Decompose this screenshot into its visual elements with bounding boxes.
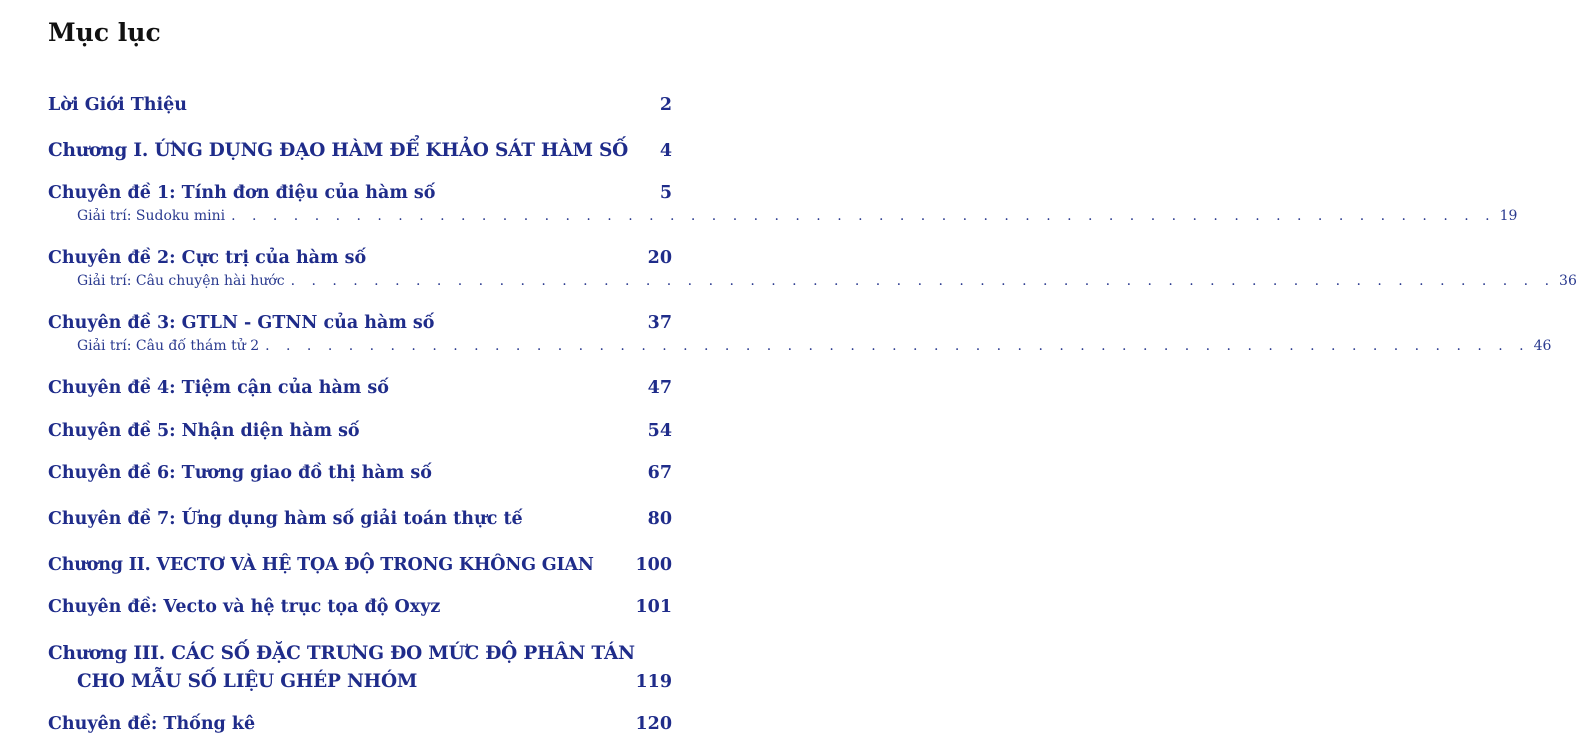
toc-subentry-riddle[interactable] [77,338,1552,354]
toc-entry-label: Chuyên đề 1: Tính đơn điệu của hàm số [48,183,436,203]
toc-entry-label: Lời Giới Thiệu [48,95,187,115]
toc-entry-topic-1[interactable] [48,183,672,203]
toc-entry-topic-4[interactable] [48,378,672,398]
toc-entry-label: Chuyên đề 6: Tương giao đồ thị hàm số [48,463,432,483]
toc-entry-label: CHO MẪU SỐ LIỆU GHÉP NHÓM [77,671,418,692]
toc-page-number: 120 [635,714,672,734]
toc-leader-dots: . . . . . . . . . . . . . . . . . . . . . . . . . . . . . . . . . . . . . . . . . . . . . . . . . . . . . . . . . . . . . [231,208,1496,224]
toc-page-number: 80 [647,509,672,529]
toc-page-number: 67 [647,463,672,483]
page-title: Mục lục [48,18,161,47]
toc-chapter-3[interactable] [48,643,672,664]
toc-page-number: 47 [647,378,672,398]
toc-page-number: 19 [1499,208,1518,224]
toc-entry-label: Giải trí: Câu chuyện hài hước [77,273,285,289]
toc-leader-dots: . . . . . . . . . . . . . . . . . . . . . . . . . . . . . . . . . . . . . . . . . . . . . . . . . . . . . . . . . . . . . [265,338,1530,354]
toc-page-number: 54 [647,421,672,441]
toc-chapter-3-continued[interactable] [77,671,672,692]
toc-page-number: 20 [647,248,672,268]
toc-entry-label: Chuyên đề: Vecto và hệ trục tọa độ Oxyz [48,597,441,617]
toc-entry-label: Chuyên đề 4: Tiệm cận của hàm số [48,378,389,398]
toc-entry-label: Chuyên đề 7: Ứng dụng hàm số giải toán thực tế [48,509,523,529]
toc-page-number: 5 [659,183,672,203]
toc-leader-dots: . . . . . . . . . . . . . . . . . . . . . . . . . . . . . . . . . . . . . . . . . . . . . . . . . . . . . . . . . . . . . [290,273,1556,289]
toc-subentry-sudoku[interactable] [77,208,1518,224]
toc-entry-vecto[interactable] [48,597,672,617]
toc-entry-intro[interactable] [48,95,672,115]
toc-entry-label: Chuyên đề 2: Cực trị của hàm số [48,248,367,268]
toc-entry-label: Chương II. VECTƠ VÀ HỆ TỌA ĐỘ TRONG KHÔNG GIAN [48,555,594,575]
toc-chapter-2[interactable] [48,555,672,575]
toc-entry-label: Chương III. CÁC SỐ ĐẶC TRƯNG ĐO MỨC ĐỘ PHÂN TÁN [48,643,635,664]
toc-entry-topic-2[interactable] [48,248,672,268]
toc-page-number: 100 [635,555,672,575]
toc-page-number: 36 [1559,273,1577,289]
toc-entry-label: Chương I. ỨNG DỤNG ĐẠO HÀM ĐỂ KHẢO SÁT HÀM SỐ [48,140,629,161]
toc-entry-topic-3[interactable] [48,313,672,333]
toc-page-number: 101 [635,597,672,617]
toc-entry-label: Chuyên đề: Thống kê [48,714,256,734]
toc-chapter-1[interactable] [48,140,672,161]
toc-page-number: 4 [659,141,672,161]
toc-entry-topic-7[interactable] [48,509,672,529]
toc-page-number: 37 [647,313,672,333]
toc-page-number: 46 [1533,338,1552,354]
toc-subentry-story[interactable] [77,273,1577,289]
toc-entry-statistics[interactable] [48,714,672,734]
toc-entry-topic-6[interactable] [48,463,672,483]
toc-entry-label: Giải trí: Câu đố thám tử 2 [77,338,260,354]
toc-entry-topic-5[interactable] [48,421,672,441]
toc-page-number: 2 [659,95,672,115]
toc-entry-label: Giải trí: Sudoku mini [77,208,226,224]
toc-entry-label: Chuyên đề 5: Nhận diện hàm số [48,421,360,441]
toc-page-number: 119 [635,672,672,692]
toc-entry-label: Chuyên đề 3: GTLN - GTNN của hàm số [48,313,435,333]
